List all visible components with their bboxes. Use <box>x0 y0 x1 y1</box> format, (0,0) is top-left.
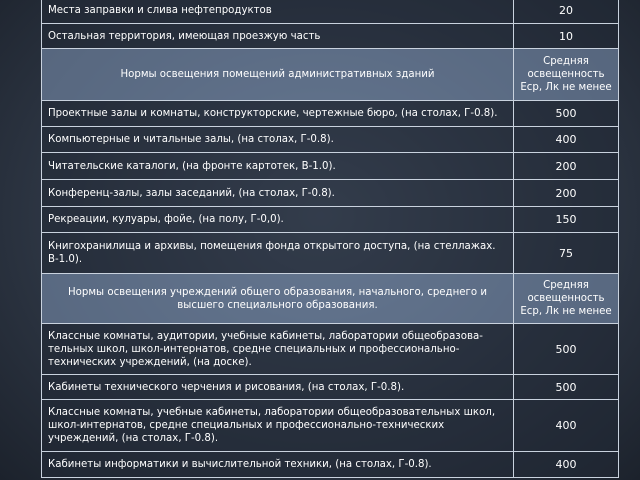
table-row <box>42 400 619 452</box>
row-description: Рекреации, кулуары, фойе, (на полу, Г-0,0). <box>42 207 514 233</box>
row-description: Книгохранилища и архивы, помещения фонда открытого доступа, (на стеллажах. В-1.0). <box>42 233 514 274</box>
section-header-row <box>42 49 619 101</box>
table-row <box>42 207 619 233</box>
row-description: Кабинеты технического черчения и рисования, (на столах, Г-0.8). <box>42 375 514 400</box>
row-value: 400 <box>514 127 619 153</box>
section-header-unit: Средняя освещенность Еср, Лк не менее <box>514 274 619 324</box>
row-description: Конференц-залы, залы заседаний, (на столах, Г-0.8). <box>42 180 514 207</box>
table-row <box>42 0 619 24</box>
table-row <box>42 101 619 127</box>
section-header-title: Нормы освещения помещений административных зданий <box>42 49 514 101</box>
table-row <box>42 180 619 207</box>
table-row <box>42 127 619 153</box>
table-row <box>42 324 619 375</box>
table-row <box>42 452 619 478</box>
row-description: Кабинеты информатики и вычислительной техники, (на столах, Г-0.8). <box>42 452 514 478</box>
row-value: 150 <box>514 207 619 233</box>
row-description: Остальная территория, имеющая проезжую часть <box>42 24 514 49</box>
table-row <box>42 233 619 274</box>
section-header-row <box>42 274 619 324</box>
table-row <box>42 375 619 400</box>
row-value: 75 <box>514 233 619 274</box>
row-value: 500 <box>514 375 619 400</box>
row-value: 500 <box>514 101 619 127</box>
lighting-norms-table-container <box>41 0 612 478</box>
row-description: Классные комнаты, учебные кабинеты, лаборатории общеобразовательных школ, школ-интернатов, средне специальных и профессионально-технических учреждений, (на столах, Г-0.8). <box>42 400 514 452</box>
row-description: Проектные залы и комнаты, конструкторские, чертежные бюро, (на столах, Г-0.8). <box>42 101 514 127</box>
row-description: Места заправки и слива нефтепродуктов <box>42 0 514 24</box>
table-row <box>42 24 619 49</box>
section-header-title: Нормы освещения учреждений общего образования, начального, среднего и высшего специального образования. <box>42 274 514 324</box>
row-value: 200 <box>514 153 619 180</box>
row-value: 200 <box>514 180 619 207</box>
row-value: 400 <box>514 452 619 478</box>
row-description: Читательские каталоги, (на фронте картотек, В-1.0). <box>42 153 514 180</box>
section-header-unit: Средняя освещенность Еср, Лк не менее <box>514 49 619 101</box>
lighting-norms-table <box>41 0 619 478</box>
row-value: 10 <box>514 24 619 49</box>
row-value: 400 <box>514 400 619 452</box>
row-value: 500 <box>514 324 619 375</box>
table-row <box>42 153 619 180</box>
row-description: Компьютерные и читальные залы, (на столах, Г-0.8). <box>42 127 514 153</box>
row-value: 20 <box>514 0 619 24</box>
row-description: Классные комнаты, аудитории, учебные кабинеты, лаборатории общеобразова-тельных школ, школ-интернатов, средне специальных и профессионально-технических учреждений, (на доске). <box>42 324 514 375</box>
